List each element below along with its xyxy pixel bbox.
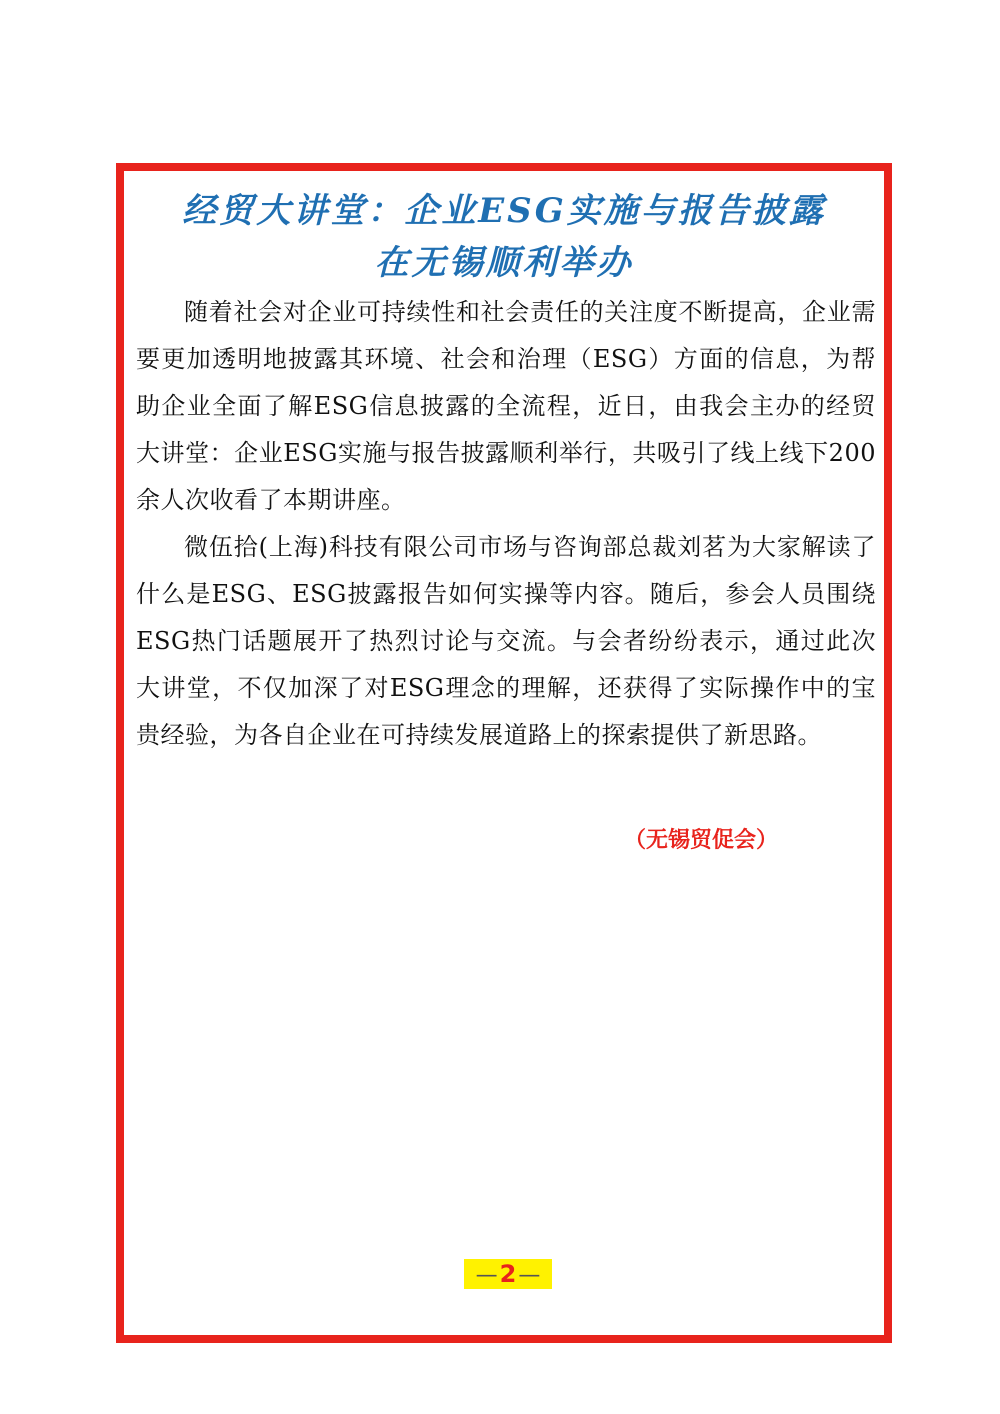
article-title-line-2: 在无锡顺利举办 [374, 243, 634, 283]
page-number-value: 2 [499, 1260, 517, 1288]
page-number-left-dash: — [475, 1263, 498, 1288]
article-title-line-1: 经贸大讲堂：企业ESG实施与报告披露 [182, 191, 826, 231]
page-border-frame [116, 163, 892, 1343]
article-paragraph-2: 微伍拾(上海)科技有限公司市场与咨询部总裁刘茗为大家解读了什么是ESG、ESG披露报告如何实操等内容。随后，参会人员围绕ESG热门话题展开了热烈讨论与交流。与会者纷纷表示，通过此次大讲堂，不仅加深了对ESG理念的理解，还获得了实际操作中的宝贵经验，为各自企业在可持续发展道路上的探索提供了新思路。 [136, 533, 876, 749]
page-number [464, 1259, 552, 1289]
article-title [124, 185, 884, 289]
page-number-right-dash: — [518, 1263, 541, 1288]
article-source: （无锡贸促会） [624, 827, 779, 853]
article-paragraph-1: 随着社会对企业可持续性和社会责任的关注度不断提高，企业需要更加透明地披露其环境、社会和治理（ESG）方面的信息，为帮助企业全面了解ESG信息披露的全流程，近日，由我会主办的经贸大讲堂：企业ESG实施与报告披露顺利举行，共吸引了线上线下200余人次收看了本期讲座。 [136, 298, 876, 514]
article-body [136, 289, 876, 759]
